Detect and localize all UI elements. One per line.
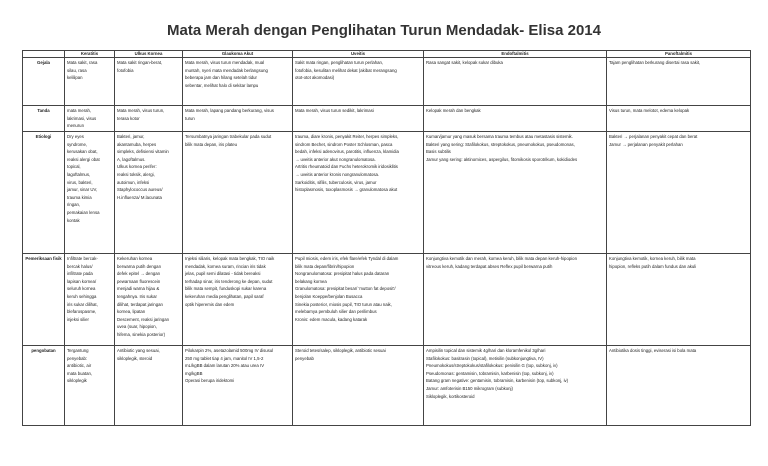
cell-line: keruh sehingga xyxy=(67,293,97,299)
cell-line: penyebab: xyxy=(67,355,88,361)
cell-line: bilik mata sempit, funduskopi sukar karena xyxy=(185,286,267,292)
cell-line: bercak halus/ xyxy=(67,263,93,269)
cell-line: terhadap sinar, iris tenderong ke depan, sudut xyxy=(185,278,273,284)
cell-line: Pilokarpin 2%, asetazolamid 500mg IV disusul xyxy=(185,348,274,353)
cell-line: sebentar, melihat halo di sekitar lampu xyxy=(185,82,259,88)
table-cell xyxy=(183,58,293,106)
cell-line: simpleks, defisiensi vitamin xyxy=(117,149,169,155)
cell-line: Dry eyes xyxy=(67,134,84,139)
cell-line: vitreous keruh, kadang terdapat abses Reflex pupil berwarna putih xyxy=(426,263,553,269)
cell-line: jamur, sinar UV, xyxy=(67,187,98,193)
table-cell xyxy=(607,254,751,346)
cell-line: → uveitis anterior kronis nongranulomatosa. xyxy=(295,171,380,177)
cell-line: H.influenza/ M.lacunata xyxy=(117,194,162,200)
cell-line: Jamur: amfoterisin B150 mikrogram (subkonj) xyxy=(426,385,513,391)
table-cell xyxy=(607,132,751,254)
table-cell xyxy=(183,132,293,254)
cell-line: injeksi silier xyxy=(67,316,89,322)
cell-line: Nongranulomatosa: presipitat halus pada dataran xyxy=(295,271,390,277)
cell-line: penyebab xyxy=(295,355,314,361)
table-body xyxy=(23,58,751,426)
cell-line: mg/kgBB xyxy=(185,370,203,376)
row-header: Tanda xyxy=(23,106,65,132)
cell-line: Stafilokokus: basitrasin (topical), metisilin (subkonjungtiva, IV) xyxy=(426,355,544,361)
cell-line: iris sukar dilihat, xyxy=(67,301,98,307)
cell-line: Visus turun, mata melotot, edema kelopak xyxy=(609,108,690,113)
table-cell xyxy=(424,106,607,132)
table-cell xyxy=(183,106,293,132)
cell-line: sikloplegik xyxy=(67,378,87,384)
cell-line: seluruh kornea xyxy=(67,286,96,292)
cell-line: Granulomatosa: presipitat besar/ 'mutton fat deposit'/ xyxy=(295,286,396,292)
cell-line: kornea, lipatan xyxy=(117,309,146,315)
cell-line: optik hiperemis dan edem xyxy=(185,301,235,307)
column-header: Keratitis xyxy=(65,51,115,58)
cell-line: Mata merah, visus turun mendadak, mual xyxy=(185,60,265,65)
table-cell xyxy=(607,106,751,132)
cell-line: Bakteri, jamur, xyxy=(117,134,145,139)
cell-line: jelas, pupil semi dilatasi - tidak bereaksi xyxy=(185,271,261,277)
cell-line: beberapa jam dan hilang setelah tidur xyxy=(185,75,257,81)
cell-line: Antibiotic yang sesuai, xyxy=(117,348,160,353)
cell-line: akantamuba, herpes xyxy=(117,141,157,147)
table-cell xyxy=(607,58,751,106)
table-header-row xyxy=(23,51,751,58)
cell-line: autoimun, infeksi xyxy=(117,179,150,185)
cell-line: infiltrate pada xyxy=(67,271,93,277)
document-title: Mata Merah dengan Penglihatan Turun Mendadak- Elisa 2014 xyxy=(167,22,601,39)
cell-line: fotofobia, kesulitan melihat dekat (akibat merangsang xyxy=(295,67,397,73)
cell-line: mata buatan, xyxy=(67,370,93,376)
cell-line: lakrimasi, visus xyxy=(67,115,97,121)
cell-line: Jamur → perjalanan penyakit perlahan xyxy=(609,141,683,147)
cell-line: Mata merah, visus turun, xyxy=(117,108,165,113)
table-cell xyxy=(65,132,115,254)
table-cell xyxy=(293,58,424,106)
cell-line: lagoftalmus, xyxy=(67,171,91,177)
cell-line: Mata merah, visus turun sedikit, lakrimasi xyxy=(295,108,374,113)
cell-line: mL/kgBB dalam larutan 20% atau urea IV xyxy=(185,363,265,369)
cell-line: Tajam penglihatan berkurang disertai rasa sakit, xyxy=(609,60,701,65)
cell-line: Artritis rheumatoid dan Fuchs heterokromik iridosiklitis xyxy=(295,164,398,170)
cell-line: muntah, nyeri mata mendadak berlangsung xyxy=(185,67,268,73)
column-header xyxy=(23,51,65,58)
cell-line: otot-otot akomodasi) xyxy=(295,75,335,81)
table-cell xyxy=(183,346,293,426)
cell-line: fotofobia xyxy=(117,67,134,73)
table-cell xyxy=(115,254,183,346)
table-cell xyxy=(293,254,424,346)
cell-line: kontak xyxy=(67,217,80,223)
cell-line: Batang gram negative: gentamisin, tobramisin, karbenisin (top, subkonj, iv) xyxy=(426,378,569,384)
cell-line: Steroid tetes/salep, sikloplegik, antibiotic sesuai xyxy=(295,348,386,353)
table-cell xyxy=(115,132,183,254)
cell-line: pewarnaan fluorescein xyxy=(117,278,161,284)
cell-line: dilihat, terdapat jaringan xyxy=(117,301,163,307)
cell-line: syndrome, xyxy=(67,141,88,147)
cell-line: kelilipan xyxy=(67,75,83,81)
cell-line: topical, xyxy=(67,164,81,170)
cell-line: Descement, reaksi jaringan xyxy=(117,316,170,322)
cell-line: menjadi warna hijau & xyxy=(117,286,160,292)
cell-line: lapisan kornea/ xyxy=(67,278,97,284)
cell-line: menurun xyxy=(67,123,84,129)
cell-line: reaksi alergi obat xyxy=(67,156,100,162)
column-header: Ulkus Kornea xyxy=(115,51,183,58)
table-cell xyxy=(424,132,607,254)
cell-line: bilik mata depan/fibrin/hipopion xyxy=(295,263,355,269)
cell-line: 250 mg tablet tiap 4 jam, manitol IV 1,5-2 xyxy=(185,355,264,361)
cell-line: Mata sakit, rasa xyxy=(67,60,98,65)
column-header: Endoftalmitis xyxy=(424,51,607,58)
column-header: Glaukoma Akut xyxy=(183,51,293,58)
cell-line: Ampisilin topical dan sistemik 4g/hari dan kloramfenikol 3g/hari xyxy=(426,348,546,353)
row-header: Etiologi xyxy=(23,132,65,254)
table-cell xyxy=(607,346,751,426)
table-cell xyxy=(65,254,115,346)
cell-line: mendadak, kornea suram, rincian iris tidak xyxy=(185,263,266,269)
cell-line: Injeksi siliaris, kelopak mata bengkak, TIO naik xyxy=(185,256,275,261)
cell-line: Sinekia posterior, miosis pupil, TIO turun atau naik, xyxy=(295,301,392,307)
cell-line: blefarospasme, xyxy=(67,309,97,315)
table-row xyxy=(23,254,751,346)
cell-line: kerusakan obat, xyxy=(67,149,98,155)
cell-line: Kekeruhan kornea xyxy=(117,256,153,261)
cell-line: belakang kornea xyxy=(295,278,327,284)
table-row xyxy=(23,106,751,132)
cell-line: trauma kimia xyxy=(67,194,92,200)
cell-line: hipopion, refleks putih dalam fundus dan akuli xyxy=(609,263,697,269)
table-cell xyxy=(65,346,115,426)
cell-line: Tergantung xyxy=(67,348,89,353)
cell-line: Staphylococcus aureus/ xyxy=(117,187,163,193)
table-cell xyxy=(424,254,607,346)
cell-line: hifema, sinekia posterior) xyxy=(117,331,166,337)
table-row xyxy=(23,58,751,106)
cell-line: tengahnya. Iris sukar xyxy=(117,293,157,299)
table-cell xyxy=(65,106,115,132)
table-row xyxy=(23,346,751,426)
cell-line: Tersumbatnya jaringan trabekular pada sudut xyxy=(185,134,272,139)
table-cell xyxy=(115,346,183,426)
cell-line: Pneumokokus/streptokokus/stafilokokus: penisilin G (top, subkonj, iv) xyxy=(426,363,558,369)
column-header: Panoftalmitis xyxy=(607,51,751,58)
cell-line: Ulkus kornea perifer: xyxy=(117,164,157,170)
cell-line: Kronis: edem macula, kadang katarak xyxy=(295,316,368,322)
cell-line: Konjungtiva kemotik dan merah, kornea keruh, bilik mata depan keruh-hipopion xyxy=(426,256,577,261)
cell-line: ringan, xyxy=(67,202,81,208)
cell-line: Operasi berupa iridektomi xyxy=(185,378,235,384)
row-header: Gejala xyxy=(23,58,65,106)
cell-line: Sarkoiditis, sifilis, tuberculosis, virus, jamur xyxy=(295,179,377,185)
cell-line: Infiltrate bercak- xyxy=(67,256,98,261)
table-cell xyxy=(424,58,607,106)
cell-line: Basis subtilis xyxy=(426,149,451,155)
cell-line: A, lagoftalmus. xyxy=(117,156,146,162)
cell-line: Pseudomonas: gentamisin, tobramisin, karbenisin (top, subkonj, iv) xyxy=(426,370,554,376)
cell-line: Mata merah, lapang pandang berkurang, visus xyxy=(185,108,274,113)
cell-line: Bakteri yang sering: Stafilokokus, streptokokus, pneumokokus, pseudomonas, xyxy=(426,141,575,147)
cell-line: Kuman/jamur yang masuk bersama trauma tembus atau metastasis sistemik. xyxy=(426,134,573,139)
table-cell xyxy=(293,132,424,254)
row-header: pengobatan xyxy=(23,346,65,426)
table-cell xyxy=(115,58,183,106)
cell-line: trauma, diare kronis, penyakit Reiter, herpes simpleks, xyxy=(295,134,399,139)
cell-line: silau, rasa xyxy=(67,67,87,73)
table-cell xyxy=(115,106,183,132)
cell-line: Jamur yang sering: aktinomices, aspergilus, fitomikosis sporotrikum, kokidiodes xyxy=(426,156,578,162)
table-cell xyxy=(293,346,424,426)
cell-line: mata merah, xyxy=(67,108,92,113)
cell-line: sikloplegik, steroid xyxy=(117,355,153,361)
cell-line: bedah, infeksi adenovirus, parotitis, influenza, klamidia xyxy=(295,149,399,155)
cell-line: turun xyxy=(185,115,195,121)
cell-line: Sikloplegik, kortikosteroid xyxy=(426,393,475,399)
row-header: Pemeriksaan fisik xyxy=(23,254,65,346)
cell-line: virus, bakteri, xyxy=(67,179,93,185)
cell-line: Antibiotika dosis tinggi, eviserasi isi bola mata xyxy=(609,348,697,353)
cell-line: reaksi toksik, alergi, xyxy=(117,171,155,177)
cell-line: antibiotic, air xyxy=(67,363,92,369)
cell-line: sindrom Bechet, sindrom Poster Schlosman, pasca xyxy=(295,141,393,147)
cell-line: Konjungtiva kemotik, kornea keruh, bilik mata xyxy=(609,256,696,261)
cell-line: Sakit mata ringan, penglihatan turun perlahan, xyxy=(295,60,384,65)
table-row xyxy=(23,132,751,254)
cell-line: → uveitis anterior akut nongranulomatosa. xyxy=(295,156,376,162)
cell-line: terasa kotor xyxy=(117,115,140,121)
cell-line: Kelopak merah dan bengkak xyxy=(426,108,481,113)
cell-line: melebarnya pembuluh silier dan perilimbus xyxy=(295,309,377,315)
cell-line: Bakteri → perjalanan penyakit cepat dan berat xyxy=(609,134,698,139)
cell-line: bilik mata depan, iris plateu xyxy=(185,141,238,147)
table-cell xyxy=(183,254,293,346)
table-cell xyxy=(293,106,424,132)
cell-line: uvea (suar, hipopion, xyxy=(117,324,157,330)
table-cell xyxy=(424,346,607,426)
cell-line: defek epitel → dengan xyxy=(117,271,161,277)
cell-line: berwarna putih dengan xyxy=(117,263,161,269)
column-header: Uveitis xyxy=(293,51,424,58)
cell-line: histoplasmosis, toxoplasmosis → granulomatosa akut xyxy=(295,187,398,193)
table-cell xyxy=(65,58,115,106)
cell-line: Pupil miosis, edem iris, efek flare/efek Tyndal di dalam xyxy=(295,256,399,261)
cell-line: kekeruhan media penglihatan, papil saraf xyxy=(185,293,264,299)
comparison-table xyxy=(22,50,751,426)
cell-line: Mata sakit ringan-berat, xyxy=(117,60,163,65)
cell-line: benjolan Koeppe/benjolan Busacca xyxy=(295,293,363,299)
cell-line: Rasa sangat sakit, kelopak sukar dibuka xyxy=(426,60,503,65)
cell-line: pemakaian lensa xyxy=(67,209,100,215)
